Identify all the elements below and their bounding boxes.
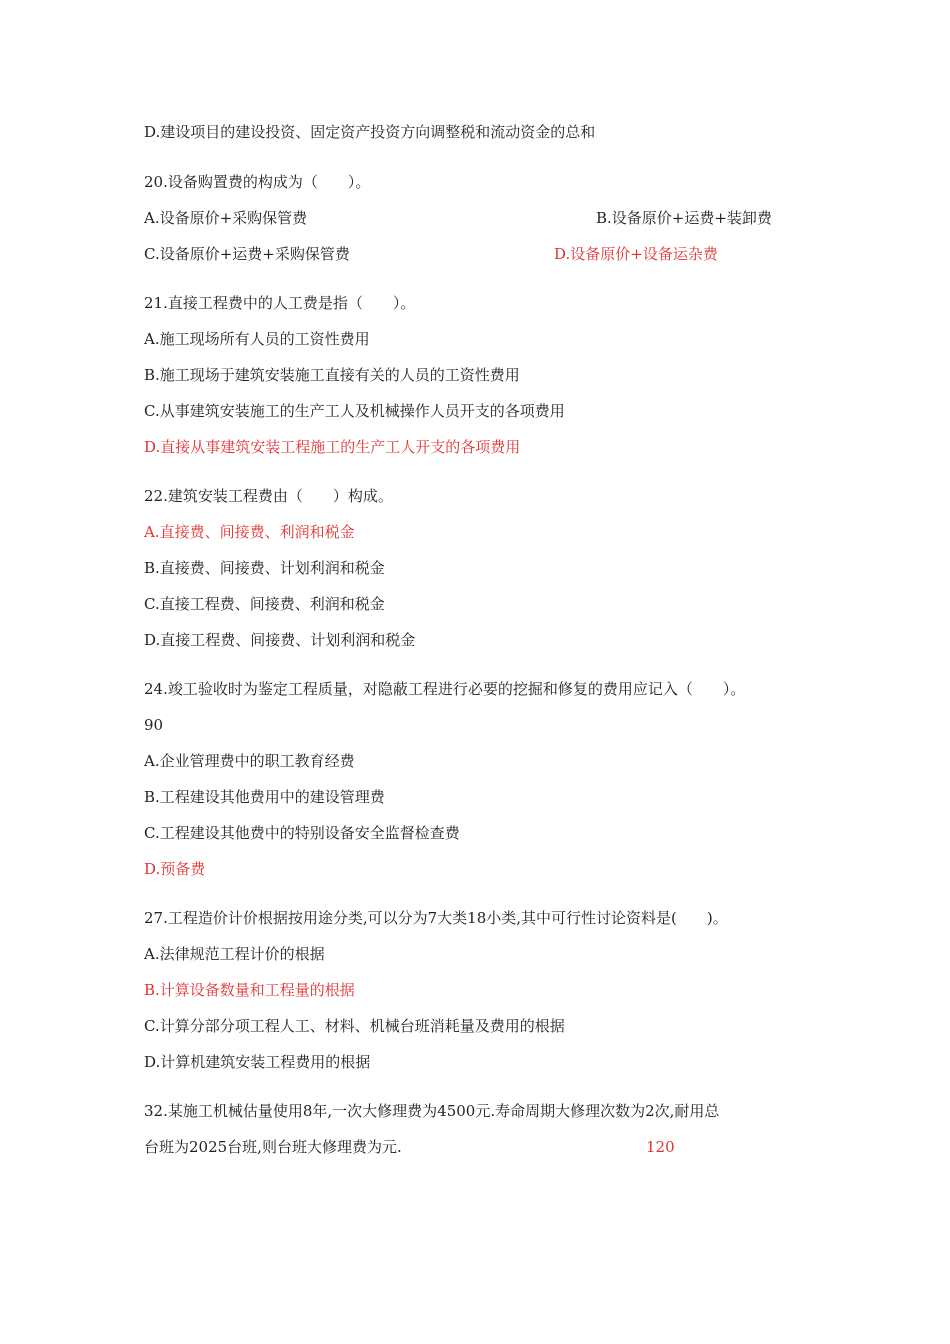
q24-option-b: B.工程建设其他费用中的建设管理费 (144, 788, 385, 806)
q22-option-c: C.直接工程费、间接费、利润和税金 (144, 595, 385, 613)
q22-option-b: B.直接费、间接费、计划利润和税金 (144, 559, 385, 577)
q20-option-c: C.设备原价+运费+采购保管费 (144, 245, 350, 263)
q27-option-d: D.计算机建筑安装工程费用的根据 (144, 1053, 371, 1071)
q21-option-c: C.从事建筑安装施工的生产工人及机械操作人员开支的各项费用 (144, 402, 565, 420)
q21-option-b: B.施工现场于建筑安装施工直接有关的人员的工资性费用 (144, 366, 520, 384)
q27-option-c: C.计算分部分项工程人工、材料、机械台班消耗量及费用的根据 (144, 1017, 565, 1035)
q22-question: 22.建筑安装工程费由（ ）构成。 (144, 487, 393, 505)
q20-question: 20.设备购置费的构成为（ ）。 (144, 173, 371, 191)
q27-option-a: A.法律规范工程计价的根据 (144, 945, 325, 963)
q24-page-ref: 90 (144, 716, 164, 734)
q22-option-a-answer: A.直接费、间接费、利润和税金 (144, 523, 355, 541)
q20-option-a: A.设备原价+采购保管费 (144, 209, 308, 227)
q21-option-a: A.施工现场所有人员的工资性费用 (144, 330, 370, 348)
q19-option-d: D.建设项目的建设投资、固定资产投资方向调整税和流动资金的总和 (144, 123, 596, 141)
q24-question: 24.竣工验收时为鉴定工程质量，对隐蔽工程进行必要的挖掘和修复的费用应记入（ ）。 (144, 680, 746, 698)
q24-option-d-answer: D.预备费 (144, 860, 206, 878)
q27-option-b-answer: B.计算设备数量和工程量的根据 (144, 981, 355, 999)
q24-option-a: A.企业管理费中的职工教育经费 (144, 752, 355, 770)
q32-answer: 120 (646, 1138, 675, 1156)
q20-option-b: B.设备原价+运费+装卸费 (596, 209, 772, 227)
q32-question-line1: 32.某施工机械估量使用8年,一次大修理费为4500元.寿命周期大修理次数为2次,耐用总 (144, 1102, 720, 1120)
q27-question: 27.工程造价计价根据按用途分类,可以分为7大类18小类,其中可行性讨论资料是( )。 (144, 909, 728, 927)
q24-option-c: C.工程建设其他费中的特别设备安全监督检查费 (144, 824, 460, 842)
q21-question: 21.直接工程费中的人工费是指（ ）。 (144, 294, 416, 312)
q20-option-d-answer: D.设备原价+设备运杂费 (554, 245, 718, 263)
q32-question-line2: 台班为2025台班,则台班大修理费为元. (144, 1138, 402, 1156)
q21-option-d-answer: D.直接从事建筑安装工程施工的生产工人开支的各项费用 (144, 438, 521, 456)
q22-option-d: D.直接工程费、间接费、计划利润和税金 (144, 631, 416, 649)
